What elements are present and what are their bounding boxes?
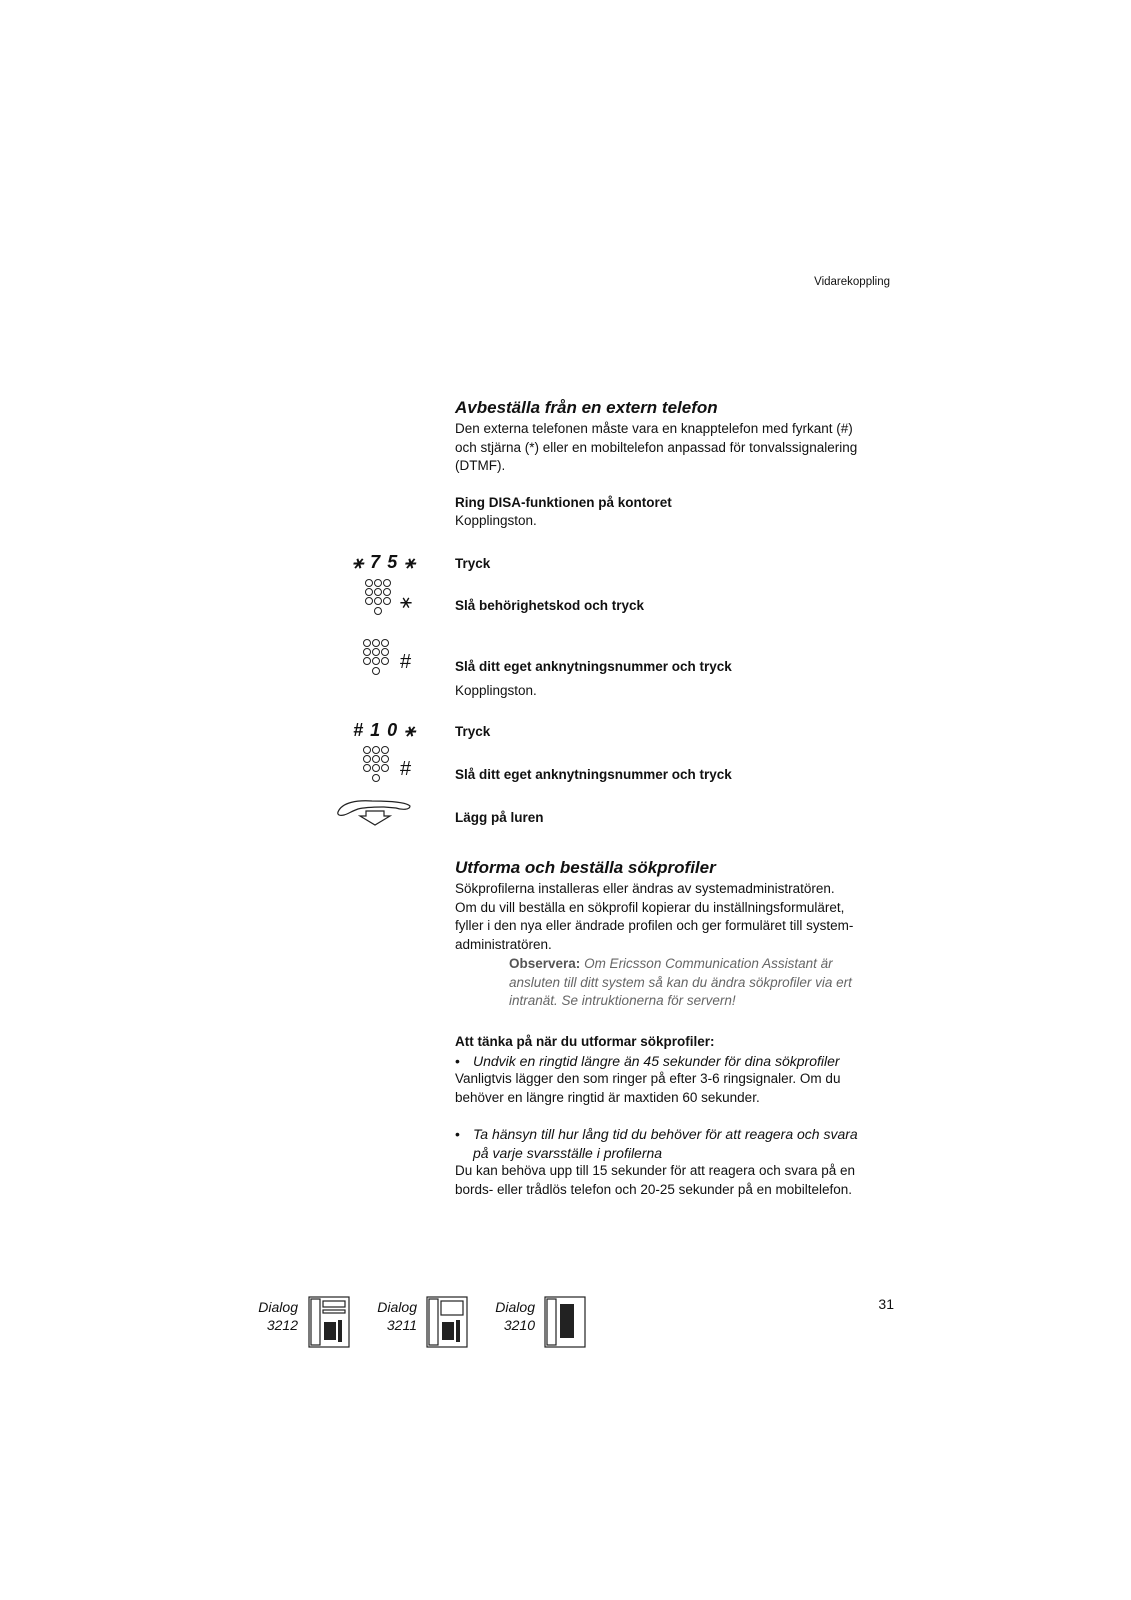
section-1-intro <box>455 420 895 476</box>
tips-heading: Att tänka på när du utformar sökprofiler: <box>455 1034 715 1049</box>
phone-model: 3210 <box>503 1317 535 1333</box>
bullet-2-text <box>473 1125 858 1162</box>
bullet-2-body-line-2: bords- eller trådlös telefon och 20-25 sekunder på en mobiltelefon. <box>455 1181 852 1197</box>
note-box <box>509 955 879 1011</box>
bullet-dot: • <box>455 1126 460 1142</box>
note-line-1: Om Ericsson Communication Assistant är <box>584 956 833 971</box>
star-key-icon: ⚹ <box>400 591 412 613</box>
footer-phone-label-3212 <box>248 1298 298 1334</box>
note-line-2: ansluten till ditt system så kan du ändra sökprofiler via ert <box>509 974 852 990</box>
step-6-text: Lägg på luren <box>455 810 544 825</box>
intro-line-1: Den externa telefonen måste vara en knapptelefon med fyrkant (#) <box>455 421 853 436</box>
phone-model: 3212 <box>266 1317 298 1333</box>
keypad-icon <box>362 578 422 622</box>
bullet-2-body <box>455 1162 895 1199</box>
hash-key-icon: # <box>400 651 412 673</box>
bullet-2 <box>455 1125 895 1162</box>
bullet-1 <box>455 1052 895 1071</box>
step-4-text: Tryck <box>455 724 491 739</box>
phone-model: 3211 <box>386 1317 417 1333</box>
note-label: Observera: <box>509 956 581 971</box>
ring-sub: Kopplingston. <box>455 513 537 528</box>
ring-heading: Ring DISA-funktionen på kontoret <box>455 494 672 510</box>
para-line-3: fyller i den nya eller ändrade profilen och ger formuläret till system- <box>455 918 854 933</box>
bullet-2-line-1: Ta hänsyn till hur lång tid du behöver för att reagera och svara <box>473 1126 858 1142</box>
key-sequence-2: # 1 0 ⚹ <box>353 720 416 740</box>
tips-section <box>455 1033 895 1199</box>
step-5-text: Slå ditt eget anknytningsnummer och tryck <box>455 767 732 782</box>
bullet-1-text: Undvik en ringtid längre än 45 sekunder för dina sökprofiler <box>473 1052 840 1069</box>
section-2 <box>455 858 895 954</box>
hash-key-icon: # <box>400 758 412 780</box>
section-1-title: Avbeställa från en extern telefon <box>455 398 718 417</box>
para-line-1: Sökprofilerna installeras eller ändras av systemadministratören. <box>455 881 835 896</box>
intro-line-2: och stjärna (*) eller en mobiltelefon anpassad för tonvalssignalering <box>455 439 858 455</box>
footer-phone-label-3210 <box>485 1298 535 1334</box>
step-3-sub: Kopplingston. <box>455 683 537 698</box>
key-sequence-1: ⚹ 7 5 ⚹ <box>352 552 416 572</box>
phone-dialog-3212-icon <box>308 1296 350 1348</box>
phone-dialog-3211-icon <box>426 1296 468 1348</box>
running-head: Vidarekoppling <box>814 276 890 288</box>
para-line-4: administratören. <box>455 936 552 952</box>
intro-line-3: (DTMF). <box>455 458 506 473</box>
section-2-paragraph <box>455 880 895 954</box>
para-line-2: Om du vill beställa en sökprofil kopierar du inställningsformuläret, <box>455 899 845 915</box>
section-2-title: Utforma och beställa sökprofiler <box>455 858 716 877</box>
section-1 <box>455 398 895 531</box>
step-1-text: Tryck <box>455 556 491 571</box>
footer-phone-label-3211 <box>367 1298 417 1334</box>
step-2-text: Slå behörighetskod och tryck <box>455 598 645 613</box>
note-line-3: intranät. Se intruktionerna för servern! <box>509 993 736 1008</box>
phone-name: Dialog <box>495 1299 535 1315</box>
bullet-2-body-line-1: Du kan behöva upp till 15 sekunder för att reagera och svara på en <box>455 1163 856 1178</box>
phone-name: Dialog <box>258 1299 298 1315</box>
bullet-1-body-line-2: behöver en längre ringtid är maxtiden 60 sekunder. <box>455 1089 760 1105</box>
bullet-2-line-2: på varje svarsställe i profilerna <box>473 1144 663 1161</box>
phone-dialog-3210-icon <box>544 1296 586 1348</box>
handset-hangup-icon <box>336 798 414 828</box>
phone-name: Dialog <box>377 1299 417 1315</box>
bullet-dot: • <box>455 1052 460 1069</box>
page-number: 31 <box>878 1296 894 1312</box>
bullet-1-body-line-1: Vanligtvis lägger den som ringer på efter 3-6 ringsignaler. Om du <box>455 1071 841 1086</box>
step-3-text: Slå ditt eget anknytningsnummer och tryck <box>455 659 732 674</box>
bullet-1-body <box>455 1070 895 1107</box>
